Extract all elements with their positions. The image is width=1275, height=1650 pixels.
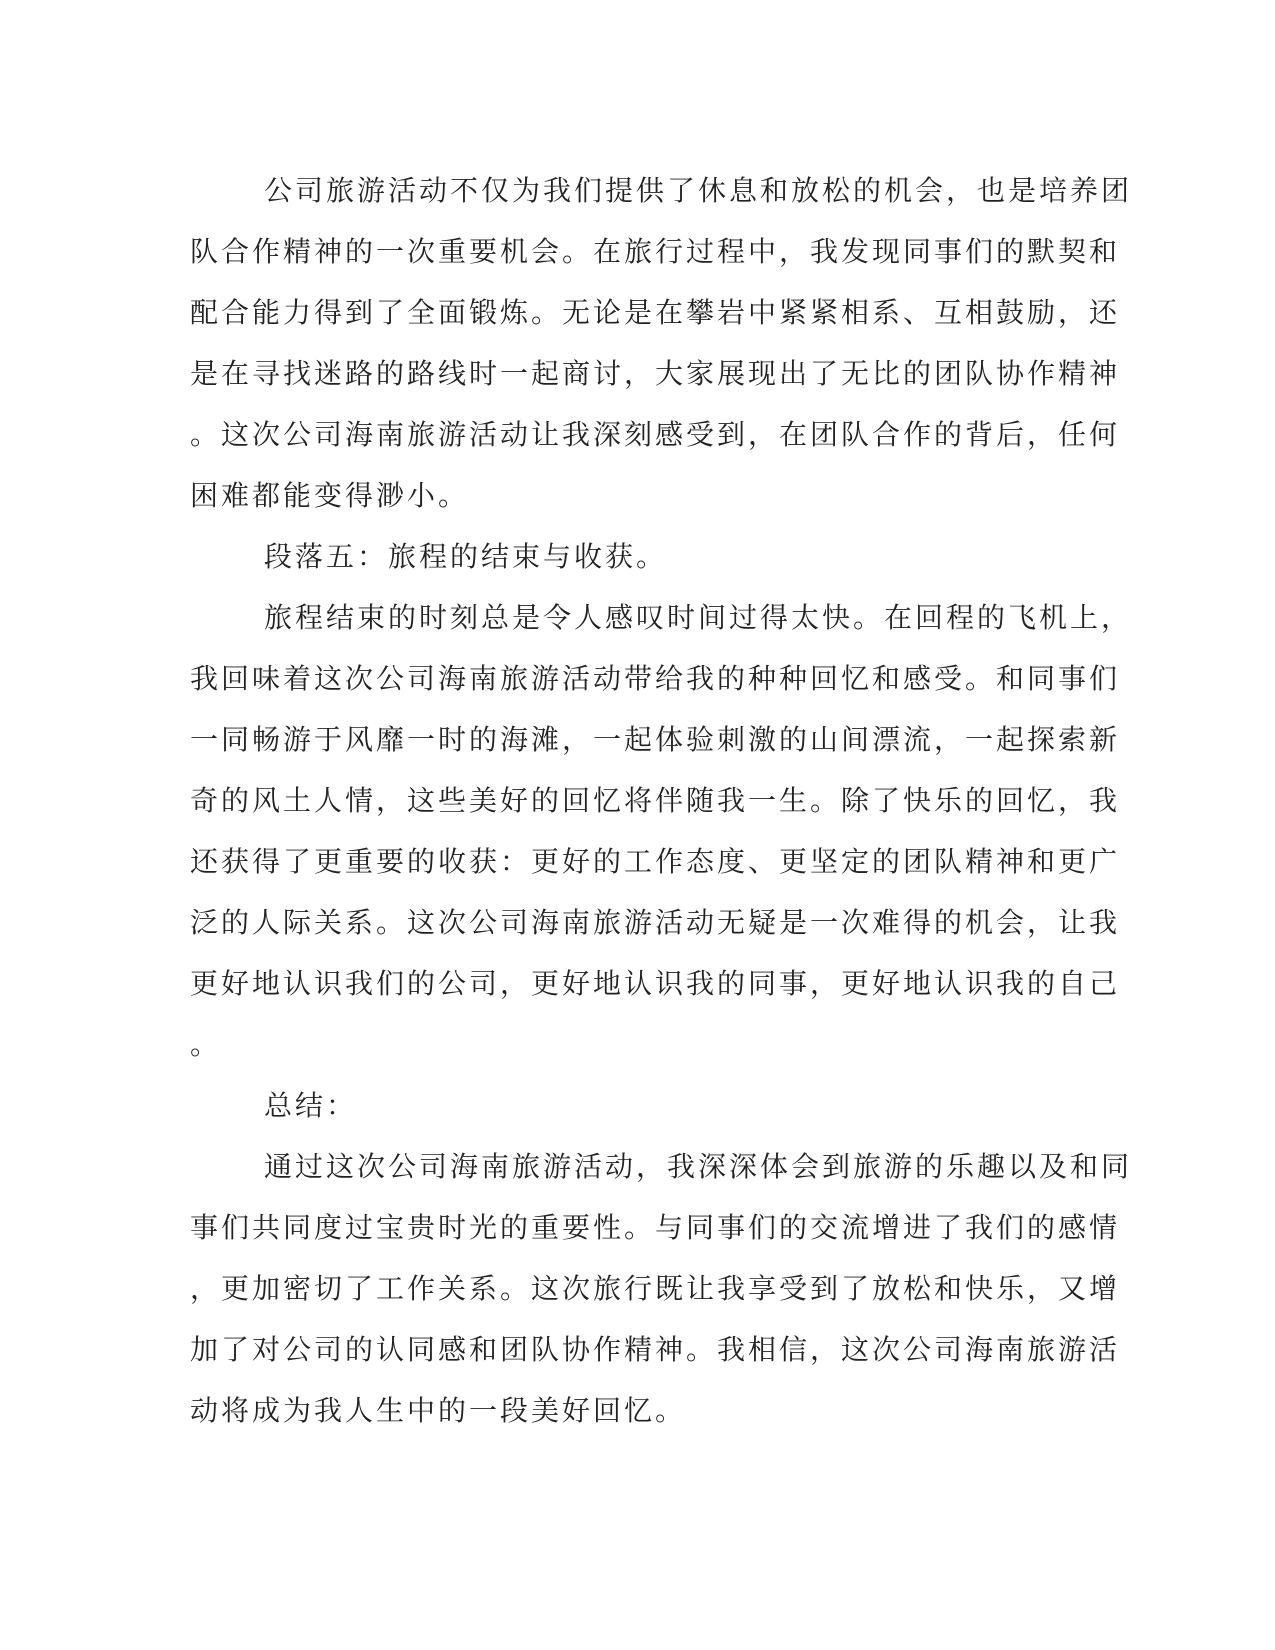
paragraph-line: 队合作精神的一次重要机会。在旅行过程中，我发现同事们的默契和 — [190, 235, 1121, 268]
paragraph-line: 一同畅游于风靡一时的海滩，一起体验刺激的山间漂流，一起探索新 — [190, 723, 1121, 756]
summary-heading: 总结： — [264, 1089, 358, 1122]
paragraph-line: 更好地认识我们的公司，更好地认识我的同事，更好地认识我的自己 — [190, 967, 1121, 1000]
paragraph-line: 事们共同度过宝贵时光的重要性。与同事们的交流增进了我们的感情 — [190, 1211, 1121, 1244]
paragraph-line: 是在寻找迷路的路线时一起商讨，大家展现出了无比的团队协作精神 — [190, 357, 1121, 390]
paragraph-summary — [190, 1136, 1133, 1441]
paragraph-journey-end — [190, 587, 1133, 1075]
paragraph-line: 公司旅游活动不仅为我们提供了休息和放松的机会，也是培养团 — [264, 174, 1133, 207]
paragraph-line: 加了对公司的认同感和团队协作精神。我相信，这次公司海南旅游活 — [190, 1333, 1121, 1366]
document-body — [190, 160, 1133, 1441]
paragraph-line: 通过这次公司海南旅游活动，我深深体会到旅游的乐趣以及和同 — [264, 1150, 1133, 1183]
paragraph-line: 。这次公司海南旅游活动让我深刻感受到，在团队合作的背后，任何 — [190, 418, 1121, 451]
paragraph-line: 。 — [190, 1028, 222, 1061]
paragraph-line: 还获得了更重要的收获：更好的工作态度、更坚定的团队精神和更广 — [190, 845, 1121, 878]
paragraph-line: 困难都能变得渺小。 — [190, 479, 470, 512]
paragraph-teamwork — [190, 160, 1133, 526]
paragraph-line: 旅程结束的时刻总是令人感叹时间过得太快。在回程的飞机上， — [264, 601, 1133, 634]
paragraph-line: 泛的人际关系。这次公司海南旅游活动无疑是一次难得的机会，让我 — [190, 906, 1121, 939]
paragraph-line: 我回味着这次公司海南旅游活动带给我的种种回忆和感受。和同事们 — [190, 662, 1121, 695]
paragraph-line: 奇的风土人情，这些美好的回忆将伴随我一生。除了快乐的回忆，我 — [190, 784, 1121, 817]
paragraph-line: ，更加密切了工作关系。这次旅行既让我享受到了放松和快乐，又增 — [190, 1272, 1121, 1305]
paragraph-line: 配合能力得到了全面锻炼。无论是在攀岩中紧紧相系、互相鼓励，还 — [190, 296, 1121, 329]
paragraph-line: 动将成为我人生中的一段美好回忆。 — [190, 1394, 687, 1427]
section-five-heading: 段落五：旅程的结束与收获。 — [264, 540, 668, 573]
